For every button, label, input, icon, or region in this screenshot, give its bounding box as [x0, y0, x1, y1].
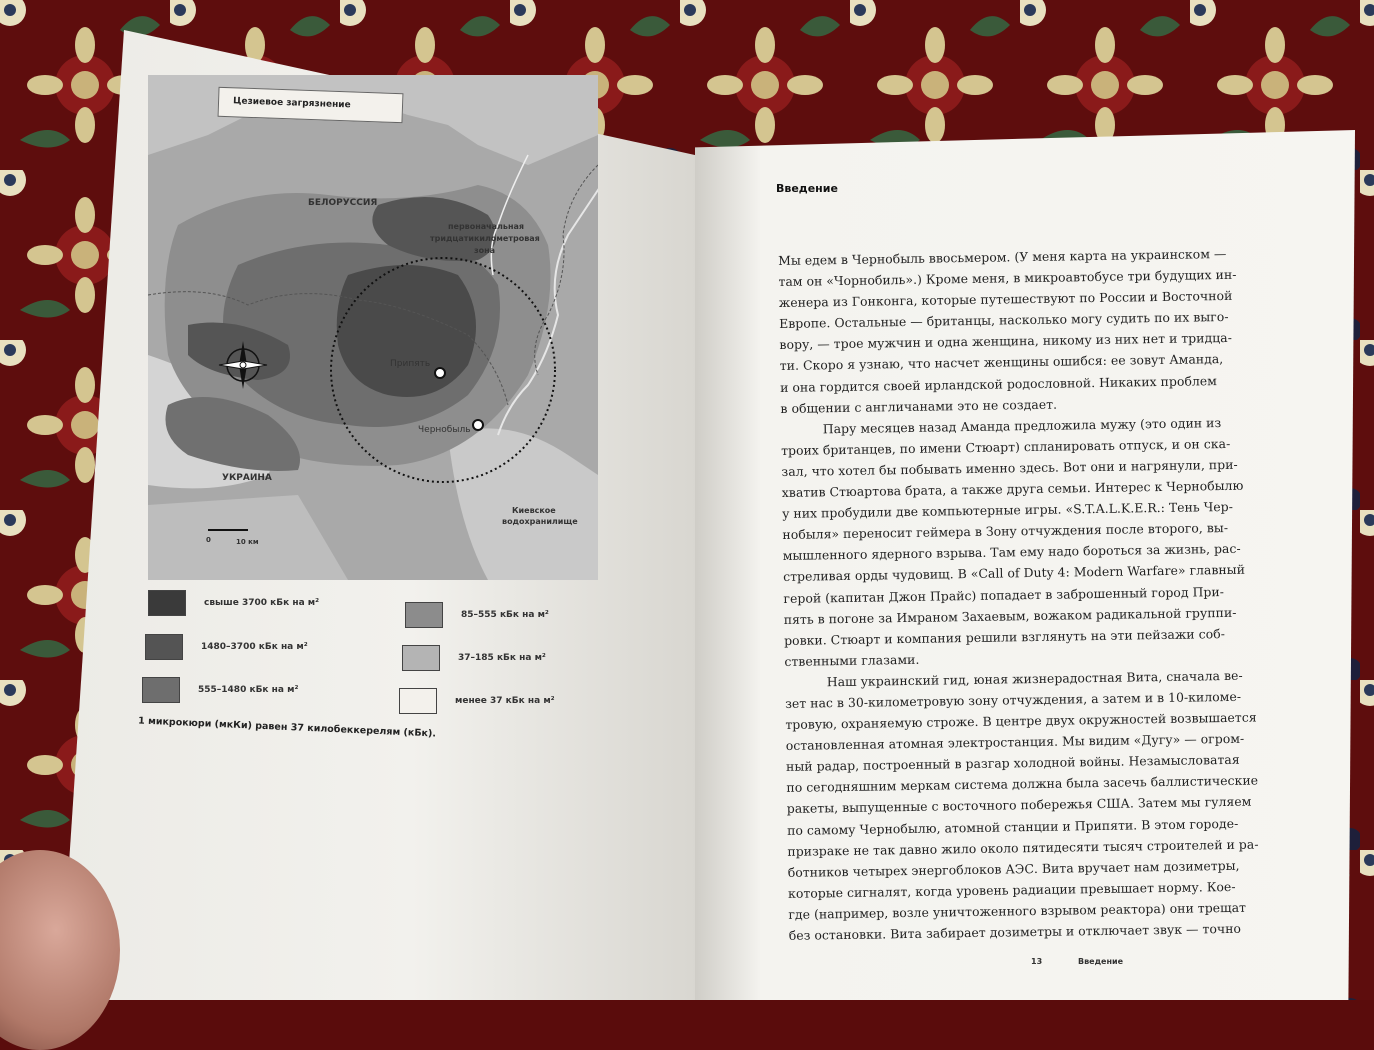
text-line: без остановки. Вита забирает дозиметры и отключает звук — точно: [788, 920, 1242, 943]
text-line: женера из Гонконга, которые путешествуют по России и Восточной: [778, 288, 1233, 311]
running-footer: Введение: [1078, 957, 1124, 966]
text-line: в общении с англичанами это не создает.: [780, 396, 1058, 416]
text-line: ботников четырех энергоблоков АЭС. Вита вручает нам дозиметры,: [787, 857, 1240, 880]
label-belarus: БЕЛОРУССИЯ: [308, 198, 378, 208]
text-line: ственными глазами.: [784, 651, 920, 669]
legend-label: свыше 3700 кБк на м²: [204, 598, 320, 608]
text-line: ровки. Стюарт и компания решили взглянуть на эти пейзажи соб-: [784, 625, 1226, 648]
chapter-heading: Введение: [776, 182, 838, 195]
text-line: зет нас в 30-километровую зону отчуждения, а затем и в 10-киломе-: [785, 688, 1242, 711]
legend-label: 1480–3700 кБк на м²: [201, 642, 308, 652]
legend-swatch: [402, 645, 440, 671]
text-line: ный радар, построенный в разгар холодной войны. Незамысловатая: [785, 752, 1240, 775]
text-line: которые сигналят, когда уровень радиации превышает норму. Кое-: [787, 878, 1236, 901]
text-line: и она гордится своей ирландской родословной. Никаких проблем: [780, 372, 1218, 395]
text-line: ти. Скоро я узнаю, что насчет женщины ошибся: ее зовут Аманда,: [779, 351, 1224, 374]
text-line: Пару месяцев назад Аманда предложила мужу (это один из: [822, 414, 1222, 437]
legend-swatch: [142, 677, 180, 703]
text-line: остановленная атомная электростанция. Мы видим «Дугу» — огром-: [785, 730, 1245, 754]
label-reservoir-2: водохранилище: [502, 517, 578, 526]
text-line: зал, что хотел бы побывать именно здесь. Вот они и нагрянули, при-: [781, 456, 1238, 479]
text-line: хватив Стюартова брата, а также друга семьи. Интерес к Чернобылю: [781, 477, 1244, 501]
legend-swatch: [399, 688, 437, 714]
text-line: по самому Чернобылю, атомной станции и Припяти. В этом городе-: [786, 815, 1239, 838]
contamination-map: [148, 75, 598, 580]
label-chernobyl: Чернобыль: [418, 425, 471, 435]
text-line: по сегодняшним меркам система должна была засечь баллистические: [786, 772, 1259, 796]
legend-item: [148, 590, 319, 616]
text-line: призраке не так давно жило около пятидесяти тысяч строителей и ра-: [787, 836, 1259, 859]
label-zone-2: тридцатикилометровая: [430, 234, 540, 243]
text-line: стреливая орды чудовищ. В «Call of Duty 4: Modern Warfare» главный: [783, 562, 1246, 585]
legend-item: [145, 634, 308, 660]
label-zone-3: зона: [474, 246, 496, 255]
label-zone-1: первоначальная: [448, 222, 525, 231]
legend-item: [402, 645, 546, 671]
text-line: герой (капитан Джон Прайс) попадает в заброшенный город При-: [783, 583, 1225, 606]
scale-zero: 0: [206, 536, 211, 544]
label-pripyat: Припять: [390, 359, 431, 369]
legend-swatch: [145, 634, 183, 660]
map-title: Цезиевое загрязнение: [218, 87, 404, 123]
text-line: вору, — трое мужчин и одна женщина, никому из них нет и тридца-: [779, 330, 1233, 353]
legend-item: [399, 688, 555, 714]
text-line: у них пробудили две компьютерные игры. «S.T.A.L.K.E.R.: Тень Чер-: [782, 499, 1234, 522]
text-line: ракеты, выпущенные с восточного побережья США. Затем мы гуляем: [786, 794, 1252, 817]
legend-item: [142, 677, 298, 703]
page-number: 13: [1031, 957, 1043, 966]
text-line: тровую, охраняемую строже. В центре двух окружностей возвышается: [785, 709, 1257, 733]
legend-label: менее 37 кБк на м²: [455, 696, 555, 706]
legend-swatch: [148, 590, 186, 616]
legend-swatch: [405, 602, 443, 628]
body-text: [778, 242, 1299, 946]
text-line: пять в погоне за Имраном Захаевым, вожаком радикальной группи-: [783, 604, 1237, 627]
text-line: нобыля» переносит геймера в Зону отчуждения после второго, вы-: [782, 520, 1229, 543]
legend-label: 85–555 кБк на м²: [461, 610, 549, 620]
legend-label: 555–1480 кБк на м²: [198, 685, 299, 695]
label-ukraine: УКРАИНА: [222, 473, 272, 483]
text-line: там он «Чорнобиль».) Кроме меня, в микроавтобусе три будущих ин-: [778, 266, 1237, 290]
text-line: Наш украинский гид, юная жизнерадостная Вита, сначала ве-: [826, 667, 1243, 690]
text-line: мышленного ядерного взрыва. Там ему надо бороться за жизнь, рас-: [782, 541, 1241, 564]
label-reservoir-1: Киевское: [512, 506, 556, 515]
text-line: где (например, возле уничтоженного взрывом реактора) они трещат: [788, 899, 1247, 922]
scale-ten: 10 км: [236, 538, 259, 546]
legend-item: [405, 602, 549, 628]
legend-note: 1 микрокюри (мкКи) равен 37 килобеккерелям (кБк).: [137, 715, 437, 740]
text-line: Европе. Остальные — британцы, насколько могу судить по их выго-: [779, 309, 1229, 332]
text-line: троих британцев, по имени Стюарт) спланировать отпуск, и он ска-: [781, 435, 1231, 458]
text-line: Мы едем в Чернобыль ввосьмером. (У меня карта на украинском —: [778, 245, 1227, 268]
legend-label: 37–185 кБк на м²: [458, 653, 546, 663]
